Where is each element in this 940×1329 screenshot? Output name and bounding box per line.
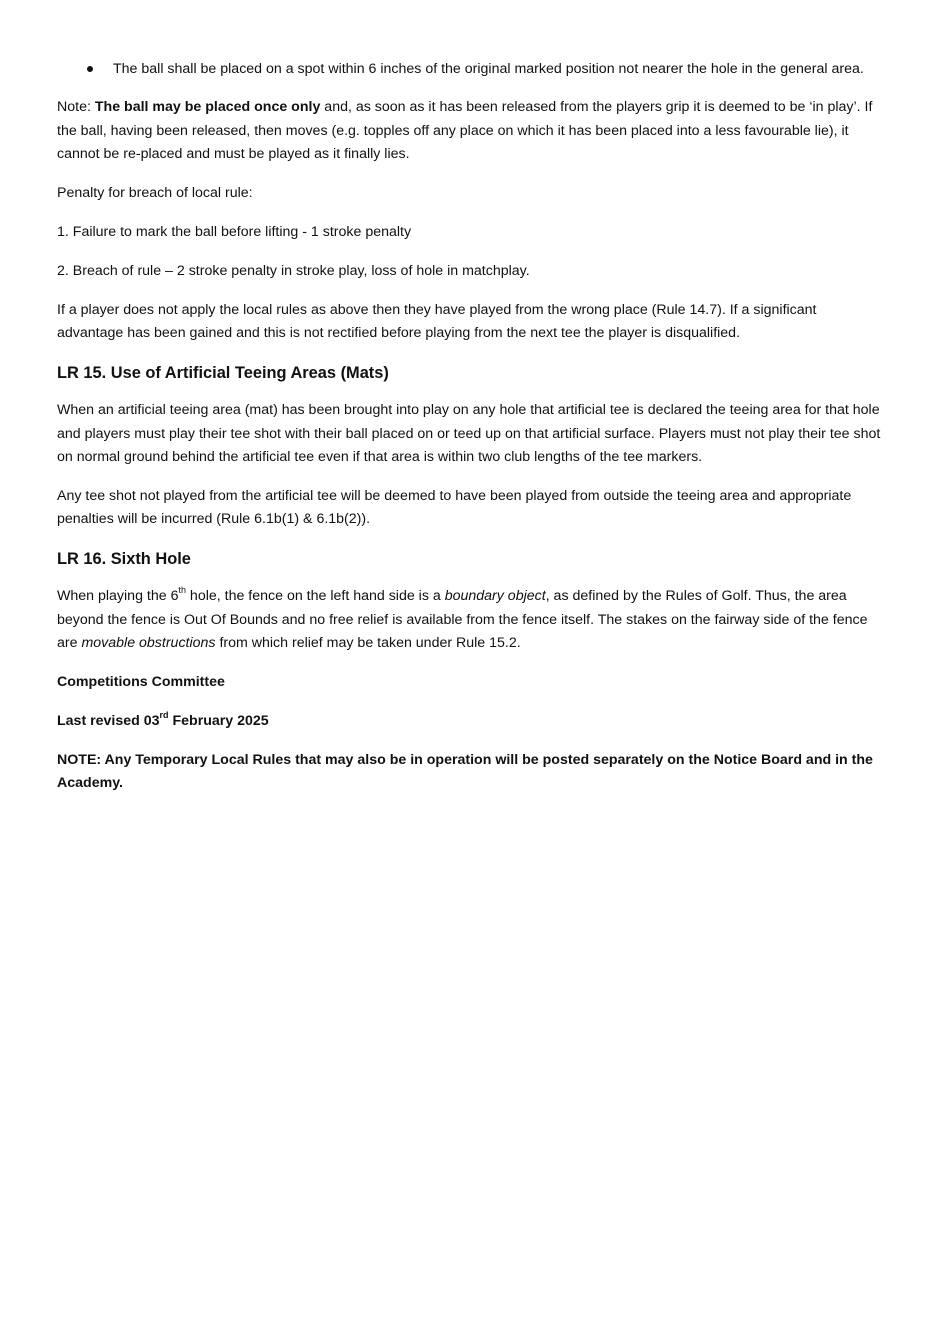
note-bold-text: The ball may be placed once only xyxy=(94,99,321,116)
lr16-text-mid1: hole, the fence on the left hand side is a xyxy=(185,588,445,605)
final-note-text: NOTE: Any Temporary Local Rules that may also be in operation will be posted separately on the Notice Board and in the Academy. xyxy=(57,751,873,792)
last-revised-text xyxy=(57,709,269,729)
note-prefix: Note: xyxy=(57,99,95,116)
penalty-item-2: 2. Breach of rule – 2 stroke penalty in stroke play, loss of hole in matchplay. xyxy=(57,262,530,279)
bullet-icon xyxy=(87,66,93,72)
lr16-superscript: th xyxy=(178,585,186,596)
lr16-heading: LR 16. Sixth Hole xyxy=(57,550,191,569)
last-revised-prefix: Last revised 03 xyxy=(57,712,160,729)
lr15-paragraph-1: When an artificial teeing area (mat) has been brought into play on any hole that artificial tee is declared the teeing area for that hole and players must play their tee shot with their ball placed on or teed up on that artificial surface. Players must not play their tee shot on normal ground behind the artificial tee even if that area is within two club lengths of the tee markers. xyxy=(57,402,881,465)
lr15-heading: LR 15. Use of Artificial Teeing Areas (Mats) xyxy=(57,364,389,383)
bullet-list-item xyxy=(57,58,885,81)
lr16-italic-obstructions: movable obstructions xyxy=(81,635,216,651)
committee-name: Competitions Committee xyxy=(57,673,225,690)
lr16-text-end: from which relief may be taken under Rule 15.2. xyxy=(215,635,521,651)
penalty-item-1: 1. Failure to mark the ball before lifting - 1 stroke penalty xyxy=(57,224,412,241)
lr16-italic-boundary: boundary object xyxy=(444,588,546,605)
note-rest: and, as soon as it has been released from the players grip it is deemed to be ‘in play’. If the ball, having been released, then moves (e.g. topples off any place on which it has been placed into a less favourable lie), it cannot be re-placed and must be played as it finally lies. xyxy=(57,99,873,163)
final-note xyxy=(57,749,885,796)
document-page xyxy=(57,58,885,811)
last-revised xyxy=(57,710,885,733)
committee-signature xyxy=(57,671,885,694)
penalty-heading: Penalty for breach of local rule: xyxy=(57,185,253,202)
bullet-text: The ball shall be placed on a spot within 6 inches of the original marked position not nearer the hole in the general area. xyxy=(113,61,864,77)
lr16-paragraph xyxy=(57,585,885,655)
lr16-text-mid2: , as defined by the Rules of Golf. Thus, the area beyond the fence is Out Of Bounds and no free relief is available from the fence itself. The stakes on the fairway side of the fence are xyxy=(57,588,868,651)
lr16-text-start: When playing the 6 xyxy=(57,588,179,605)
last-revised-suffix: February 2025 xyxy=(168,712,269,729)
wrong-place-paragraph: If a player does not apply the local rules as above then they have played from the wrong place (Rule 14.7). If a significant advantage has been gained and this is not rectified before playing from the next tee the player is disqualified. xyxy=(57,301,817,342)
note-paragraph xyxy=(57,96,885,166)
last-revised-superscript: rd xyxy=(159,709,169,720)
lr15-paragraph-2: Any tee shot not played from the artificial tee will be deemed to have been played from outside the teeing area and appropriate penalties will be incurred (Rule 6.1b(1) & 6.1b(2)). xyxy=(57,487,852,528)
